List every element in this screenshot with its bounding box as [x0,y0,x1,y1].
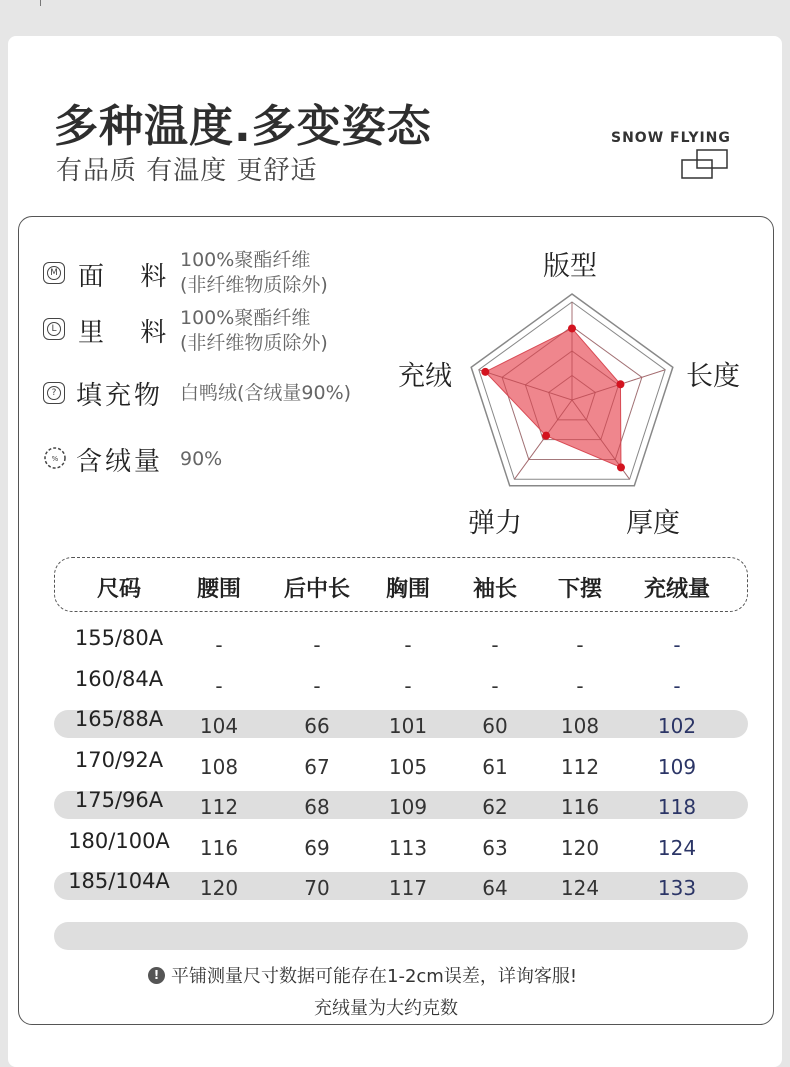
brand-logo-icon [681,148,729,180]
down-content-value: 90% [180,448,223,470]
table-cell: 116 [560,795,600,819]
table-cell: - [313,633,321,657]
size-cell: 170/92A [74,747,164,772]
radar-label-fit: 版型 [543,251,597,282]
table-cell: - [576,633,584,657]
table-cell: - [404,673,412,698]
table-cell: 60 [482,714,508,738]
lining-value: 100%聚酯纤维 (非纤维物质除外) [180,307,328,354]
radar-label-filling: 充绒 [398,361,452,392]
brand-name: SNOW FLYING [611,130,731,146]
table-cell: 68 [304,795,330,819]
header-sleeve: 袖长 [472,577,518,602]
table-cell: 70 [304,876,330,900]
table-cell: 117 [388,876,428,900]
table-cell: 108 [199,754,239,779]
radar-label-thickness: 厚度 [626,508,680,539]
fabric-label: 面 料 [78,262,181,292]
size-cell: 165/88A [74,707,164,731]
table-cell: 112 [199,795,239,819]
table-cell: 116 [199,835,239,860]
table-bottom-stripe [54,922,748,950]
size-cell: 185/104A [68,869,170,893]
table-cell: 118 [657,795,697,819]
lining-icon: L [43,318,65,340]
header-size: 尺码 [96,577,142,602]
table-cell: 109 [388,795,428,819]
table-cell: 124 [657,835,697,860]
measurement-note-text: 平铺测量尺寸数据可能存在1-2cm误差，详询客服! [171,966,578,987]
radar-label-elasticity: 弹力 [468,508,522,539]
table-cell: 64 [482,876,508,900]
table-cell: 124 [560,876,600,900]
table-cell: - [673,633,681,657]
header-back-length: 后中长 [283,577,351,602]
size-cell: 175/96A [74,788,164,812]
table-cell: - [576,673,584,698]
top-divider [40,0,41,6]
table-cell: 105 [388,754,428,779]
lining-label: 里 料 [78,318,181,348]
table-cell: - [313,673,321,698]
size-cell: 160/84A [74,666,164,691]
header-hem: 下摆 [557,577,603,602]
table-cell: 108 [560,714,600,738]
table-cell: 63 [482,835,508,860]
page-subtitle: 有品质 有温度 更舒适 [56,156,318,186]
fabric-value: 100%聚酯纤维 (非纤维物质除外) [180,249,328,296]
table-cell: - [673,673,681,698]
filling-icon: ? [43,382,65,404]
filling-label: 填充物 [76,381,164,411]
size-cell: 180/100A [68,828,170,853]
svg-text:%: % [51,455,59,463]
table-cell: - [491,673,499,698]
table-cell: 120 [199,876,239,900]
table-cell: - [215,633,223,657]
table-cell: 133 [657,876,697,900]
warning-icon: ! [148,967,165,984]
page-title: 多种温度.多变姿态 [54,101,432,152]
table-cell: 67 [304,754,330,779]
radar-label-length: 长度 [686,361,740,392]
table-cell: - [404,633,412,657]
down-content-icon [42,445,68,471]
size-cell: 155/80A [74,626,164,650]
header-chest: 胸围 [385,577,431,602]
table-cell: 61 [482,754,508,779]
table-cell: 102 [657,714,697,738]
filling-note: 充绒量为大约克数 [314,998,458,1019]
down-content-label: 含绒量 [76,447,164,477]
header-waist: 腰围 [196,577,242,602]
measurement-note [148,962,577,988]
table-cell: 66 [304,714,330,738]
table-cell: - [491,633,499,657]
table-cell: 69 [304,835,330,860]
table-cell: - [215,673,223,698]
table-cell: 109 [657,754,697,779]
table-cell: 112 [560,754,600,779]
filling-value: 白鸭绒(含绒量90%) [180,382,352,404]
header-fill-weight: 充绒量 [643,577,711,602]
table-cell: 104 [199,714,239,738]
table-cell: 101 [388,714,428,738]
table-cell: 120 [560,835,600,860]
table-cell: 113 [388,835,428,860]
table-cell: 62 [482,795,508,819]
fabric-icon: M [43,262,65,284]
